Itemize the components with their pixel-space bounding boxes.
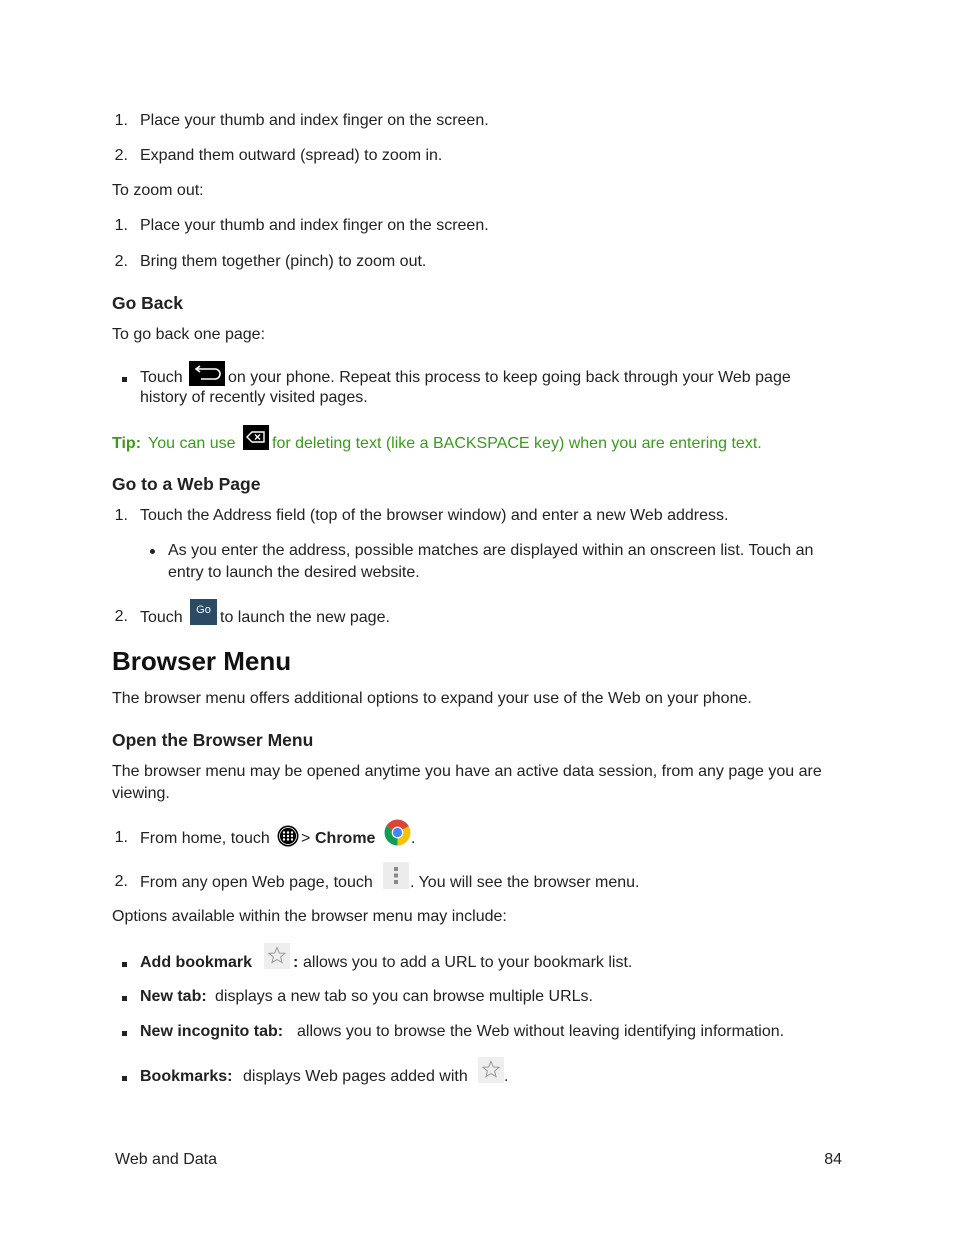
step-text: > <box>301 830 311 847</box>
bullet-marker <box>122 996 127 1001</box>
bullet-marker <box>122 1076 127 1081</box>
step-text: Touch <box>140 609 183 626</box>
option-text: allows you to browse the Web without leaving identifying information. <box>297 1023 785 1040</box>
step-text: to launch the new page. <box>220 609 390 626</box>
option-label: Add bookmark <box>140 954 253 971</box>
step-number: 2. <box>114 608 128 625</box>
apps-icon <box>277 825 299 847</box>
tip-text: You can use <box>148 435 236 452</box>
step-text: . <box>411 830 416 847</box>
step-text: Touch the Address field (top of the browser window) and enter a new Web address. <box>140 507 729 524</box>
bullet-marker <box>122 962 127 967</box>
go-back-intro: To go back one page: <box>112 326 266 343</box>
option-label: Bookmarks: <box>140 1068 233 1085</box>
menu-dots-icon <box>383 862 409 889</box>
step-number: 2. <box>114 147 128 164</box>
bullet-marker <box>122 1031 127 1036</box>
option-text: . <box>504 1068 509 1085</box>
zoom-out-intro: To zoom out: <box>112 182 204 199</box>
paragraph: viewing. <box>112 785 170 802</box>
option-text: displays Web pages added with <box>243 1068 468 1085</box>
option-label: New incognito tab: <box>140 1023 284 1040</box>
sub-bullet-text: entry to launch the desired website. <box>168 564 420 581</box>
bullet-text: on your phone. Repeat this process to keep going back through your Web page <box>228 369 791 386</box>
star-icon <box>264 943 290 969</box>
bullet-text: Touch <box>140 369 183 386</box>
step-text: Expand them outward (spread) to zoom in. <box>140 147 443 164</box>
paragraph: The browser menu may be opened anytime you have an active data session, from any page you are <box>112 763 822 780</box>
step-number: 1. <box>114 829 128 846</box>
bullet-text: history of recently visited pages. <box>140 389 368 406</box>
option-text: displays a new tab so you can browse multiple URLs. <box>215 988 593 1005</box>
section-intro: The browser menu offers additional options to expand your use of the Web on your phone. <box>112 690 752 707</box>
options-intro: Options available within the browser menu may include: <box>112 908 507 925</box>
open-menu-heading: Open the Browser Menu <box>112 730 314 750</box>
back-key-icon <box>189 361 225 386</box>
option-label: New tab: <box>140 988 207 1005</box>
step-text: Bring them together (pinch) to zoom out. <box>140 253 427 270</box>
step-number: 2. <box>114 253 128 270</box>
bullet-marker <box>122 377 127 382</box>
go-key-icon: Go <box>190 599 217 625</box>
step-text: Place your thumb and index finger on the screen. <box>140 112 489 129</box>
option-label: : <box>293 954 299 971</box>
step-number: 1. <box>114 217 128 234</box>
step-number: 2. <box>114 873 128 890</box>
chrome-label: Chrome <box>315 830 376 847</box>
step-text: Place your thumb and index finger on the screen. <box>140 217 489 234</box>
tip-text: for deleting text (like a BACKSPACE key) when you are entering text. <box>272 435 762 452</box>
step-text: From home, touch <box>140 830 270 847</box>
go-web-heading: Go to a Web Page <box>112 474 261 494</box>
footer-section: Web and Data <box>115 1151 217 1168</box>
sub-bullet-text: As you enter the address, possible matches are displayed within an onscreen list. Touch an <box>168 542 814 559</box>
step-number: 1. <box>114 507 128 524</box>
step-text: . You will see the browser menu. <box>410 874 640 891</box>
step-text: From any open Web page, touch <box>140 874 373 891</box>
step-number: 1. <box>114 112 128 129</box>
go-back-heading: Go Back <box>112 293 183 313</box>
option-text: allows you to add a URL to your bookmark list. <box>303 954 633 971</box>
tip-label: Tip: <box>112 435 142 452</box>
backspace-key-icon <box>243 425 269 450</box>
bullet-marker <box>150 549 155 554</box>
chrome-icon <box>384 819 411 846</box>
section-title: Browser Menu <box>112 646 292 676</box>
page-number: 84 <box>824 1151 842 1168</box>
star-icon <box>478 1057 504 1083</box>
